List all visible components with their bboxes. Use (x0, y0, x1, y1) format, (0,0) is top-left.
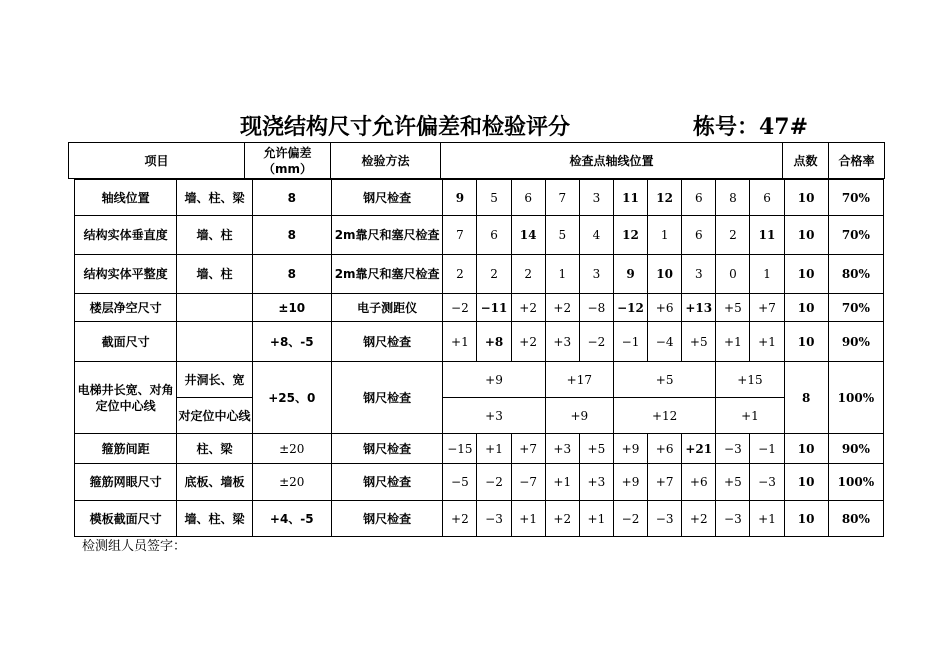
point-cell: +3 (579, 464, 613, 501)
page-title: 现浇结构尺寸允许偏差和检验评分 (240, 114, 571, 140)
point-cell: +2 (545, 294, 579, 322)
point-cell: 1 (545, 255, 579, 294)
point-cell: +9 (545, 398, 613, 434)
point-cell: +1 (477, 434, 511, 464)
point-cell: +1 (750, 501, 784, 537)
point-cell: +2 (511, 322, 545, 362)
point-cell: 12 (613, 216, 647, 255)
point-cell: 5 (545, 216, 579, 255)
point-cell: +8 (477, 322, 511, 362)
point-cell: +2 (443, 501, 477, 537)
row-name: 模板截面尺寸 (75, 501, 177, 537)
row-rate: 80% (828, 255, 883, 294)
point-cell: 12 (648, 180, 682, 216)
row-count: 10 (784, 294, 828, 322)
point-cell: +5 (613, 362, 715, 398)
row-method: 钢尺检查 (331, 322, 442, 362)
row-sub: 墙、柱、梁 (177, 501, 252, 537)
table-row (75, 322, 884, 362)
point-cell: 2 (511, 255, 545, 294)
row-tolerance: ±10 (252, 294, 331, 322)
point-cell: 14 (511, 216, 545, 255)
row-sub: 底板、墙板 (177, 464, 252, 501)
table-row (75, 216, 884, 255)
row-sub: 对定位中心线 (177, 398, 252, 434)
table-row (75, 294, 884, 322)
point-cell: +1 (716, 398, 784, 434)
point-cell: 6 (682, 216, 716, 255)
point-cell: +5 (682, 322, 716, 362)
table-row (75, 180, 884, 216)
row-tolerance: 8 (252, 180, 331, 216)
point-cell: −1 (613, 322, 647, 362)
point-cell: 3 (579, 255, 613, 294)
point-cell: +1 (579, 501, 613, 537)
row-tolerance: +8、-5 (252, 322, 331, 362)
point-cell: +6 (648, 434, 682, 464)
row-name: 结构实体垂直度 (75, 216, 177, 255)
row-method: 钢尺检查 (331, 434, 442, 464)
row-sub: 柱、梁 (177, 434, 252, 464)
point-cell: −15 (443, 434, 477, 464)
row-count: 10 (784, 180, 828, 216)
table-row (75, 464, 884, 501)
point-cell: −12 (613, 294, 647, 322)
point-cell: 10 (648, 255, 682, 294)
point-cell: +1 (545, 464, 579, 501)
point-cell: +15 (716, 362, 784, 398)
table-row (75, 501, 884, 537)
point-cell: +1 (443, 322, 477, 362)
row-tolerance: +25、0 (252, 362, 331, 434)
point-cell: −2 (579, 322, 613, 362)
point-cell: −5 (443, 464, 477, 501)
point-cell: +1 (716, 322, 750, 362)
point-cell: −3 (716, 501, 750, 537)
point-cell: +9 (443, 362, 545, 398)
row-name: 结构实体平整度 (75, 255, 177, 294)
row-method: 电子测距仪 (331, 294, 442, 322)
point-cell: +3 (443, 398, 545, 434)
point-cell: 6 (477, 216, 511, 255)
row-sub (177, 294, 252, 322)
point-cell: +7 (750, 294, 784, 322)
signature-label: 检测组人员签字： (82, 539, 187, 554)
row-tolerance: ±20 (252, 434, 331, 464)
header-item: 项目 (69, 143, 245, 179)
point-cell: −1 (750, 434, 784, 464)
row-name: 电梯井长宽、对角定位中心线 (75, 362, 177, 434)
building-number: 栋号：47# (693, 114, 809, 140)
point-cell: 3 (682, 255, 716, 294)
point-cell: +9 (613, 464, 647, 501)
row-rate: 90% (828, 322, 883, 362)
point-cell: +17 (545, 362, 613, 398)
point-cell: −11 (477, 294, 511, 322)
point-cell: −4 (648, 322, 682, 362)
header-count: 点数 (783, 143, 829, 179)
point-cell: +5 (716, 294, 750, 322)
row-name: 截面尺寸 (75, 322, 177, 362)
point-cell: 6 (511, 180, 545, 216)
row-count: 10 (784, 464, 828, 501)
row-count: 8 (784, 362, 828, 434)
row-tolerance: ±20 (252, 464, 331, 501)
row-name: 楼层净空尺寸 (75, 294, 177, 322)
header-points: 检查点轴线位置 (441, 143, 783, 179)
row-method: 钢尺检查 (331, 501, 442, 537)
point-cell: −3 (648, 501, 682, 537)
row-rate: 80% (828, 501, 883, 537)
point-cell: 11 (750, 216, 784, 255)
point-cell: 0 (716, 255, 750, 294)
header-table (68, 142, 885, 179)
point-cell: +9 (613, 434, 647, 464)
header-method: 检验方法 (331, 143, 441, 179)
point-cell: −7 (511, 464, 545, 501)
point-cell: 1 (648, 216, 682, 255)
point-cell: 6 (750, 180, 784, 216)
point-cell: −3 (750, 464, 784, 501)
point-cell: −2 (477, 464, 511, 501)
row-tolerance: 8 (252, 255, 331, 294)
point-cell: −8 (579, 294, 613, 322)
point-cell: +3 (545, 434, 579, 464)
table-row (75, 398, 884, 434)
row-count: 10 (784, 216, 828, 255)
row-method: 钢尺检查 (331, 464, 442, 501)
point-cell: +1 (511, 501, 545, 537)
point-cell: 7 (545, 180, 579, 216)
point-cell: +1 (750, 322, 784, 362)
row-name: 箍筋网眼尺寸 (75, 464, 177, 501)
point-cell: +13 (682, 294, 716, 322)
row-method: 钢尺检查 (331, 362, 442, 434)
inspection-table (74, 179, 884, 537)
row-rate: 70% (828, 180, 883, 216)
point-cell: +21 (682, 434, 716, 464)
table-row (75, 362, 884, 398)
point-cell: 9 (613, 255, 647, 294)
point-cell: −3 (477, 501, 511, 537)
point-cell: +5 (579, 434, 613, 464)
row-tolerance: 8 (252, 216, 331, 255)
row-rate: 100% (828, 464, 883, 501)
point-cell: 9 (443, 180, 477, 216)
row-method: 钢尺检查 (331, 180, 442, 216)
point-cell: +3 (545, 322, 579, 362)
row-method: 2m靠尺和塞尺检查 (331, 255, 442, 294)
row-name: 轴线位置 (75, 180, 177, 216)
point-cell: +5 (716, 464, 750, 501)
row-count: 10 (784, 322, 828, 362)
point-cell: −2 (443, 294, 477, 322)
row-method: 2m靠尺和塞尺检查 (331, 216, 442, 255)
row-sub: 井洞长、宽 (177, 362, 252, 398)
point-cell: 6 (682, 180, 716, 216)
point-cell: +2 (511, 294, 545, 322)
point-cell: +6 (648, 294, 682, 322)
header-row (69, 143, 885, 179)
point-cell: 11 (613, 180, 647, 216)
point-cell: +2 (545, 501, 579, 537)
header-tolerance: 允许偏差（mm） (245, 143, 331, 179)
point-cell: 8 (716, 180, 750, 216)
point-cell: −3 (716, 434, 750, 464)
header-rate: 合格率 (829, 143, 885, 179)
point-cell: −2 (613, 501, 647, 537)
point-cell: 2 (716, 216, 750, 255)
row-sub: 墙、柱 (177, 255, 252, 294)
row-rate: 100% (828, 362, 883, 434)
point-cell: +7 (648, 464, 682, 501)
row-sub: 墙、柱、梁 (177, 180, 252, 216)
table-row (75, 255, 884, 294)
row-rate: 90% (828, 434, 883, 464)
point-cell: 2 (443, 255, 477, 294)
point-cell: 2 (477, 255, 511, 294)
row-count: 10 (784, 434, 828, 464)
row-rate: 70% (828, 216, 883, 255)
row-tolerance: +4、-5 (252, 501, 331, 537)
point-cell: 4 (579, 216, 613, 255)
table-row (75, 434, 884, 464)
row-sub (177, 322, 252, 362)
point-cell: +6 (682, 464, 716, 501)
point-cell: 5 (477, 180, 511, 216)
point-cell: +2 (682, 501, 716, 537)
point-cell: 3 (579, 180, 613, 216)
row-sub: 墙、柱 (177, 216, 252, 255)
point-cell: +7 (511, 434, 545, 464)
row-name: 箍筋间距 (75, 434, 177, 464)
row-count: 10 (784, 255, 828, 294)
row-count: 10 (784, 501, 828, 537)
point-cell: 1 (750, 255, 784, 294)
row-rate: 70% (828, 294, 883, 322)
point-cell: +12 (613, 398, 715, 434)
point-cell: 7 (443, 216, 477, 255)
